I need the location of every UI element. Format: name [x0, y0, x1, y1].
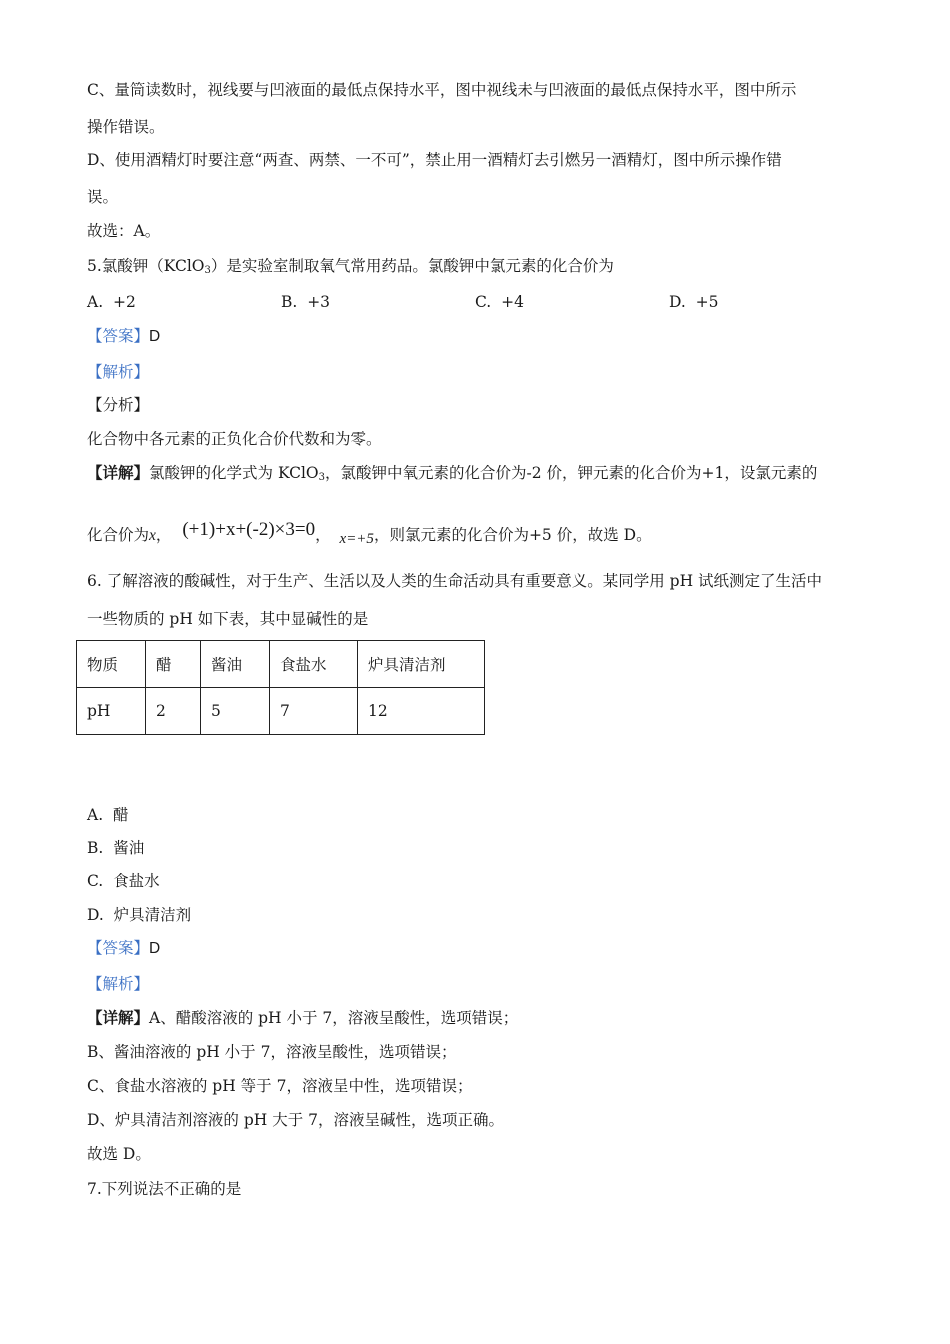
detail-tag: 【详解】: [87, 1008, 150, 1027]
q5-fenxi-text: 化合物中各元素的正负化合价代数和为零。: [87, 430, 382, 448]
q7-stem: 7.下列说法不正确的是: [87, 1180, 242, 1198]
answer-value: D: [149, 940, 161, 957]
table-cell: 醋: [146, 641, 201, 688]
q5-option-c: C. +4: [475, 293, 524, 311]
q6-stem-line2: 一些物质的 pH 如下表，其中显碱性的是: [87, 610, 369, 628]
q4-conclusion: 故选：A。: [87, 222, 161, 240]
variable-x: x: [149, 527, 156, 544]
q6-analysis-tag: 【解析】: [87, 975, 150, 993]
q6-answer: [87, 937, 160, 960]
q6-option-d: D. 炉具清洁剂: [87, 906, 192, 924]
table-row: [77, 688, 485, 735]
answer-value: D: [149, 328, 161, 345]
q7-number: 7.: [87, 1180, 102, 1198]
detail-tag: 【详解】: [87, 463, 150, 482]
q6-option-b: B. 酱油: [87, 839, 145, 857]
table-cell: 食盐水: [270, 641, 358, 688]
ph-table: [76, 640, 485, 735]
q5-answer: [87, 325, 160, 348]
q5-fenxi-tag: 【分析】: [87, 396, 150, 414]
q6-detail-c: C、食盐水溶液的 pH 等于 7，溶液呈中性，选项错误；: [87, 1077, 473, 1095]
table-cell: 5: [201, 688, 270, 735]
q5-option-a: A. +2: [87, 293, 136, 311]
q6-option-a: A. 醋: [87, 806, 129, 824]
answer-tag: 【答案】: [87, 327, 150, 345]
q4-option-d-explanation-line2: 误。: [87, 188, 119, 206]
q4-option-d-explanation-line1: D、使用酒精灯时要注意“两查、两禁、一不可”，禁止用一酒精灯去引燃另一酒精灯，图中所示操作错: [87, 151, 782, 169]
q4-option-c-explanation-line2: 操作错误。: [87, 118, 165, 136]
q6-detail-b: B、酱油溶液的 pH 小于 7，溶液呈酸性，选项错误；: [87, 1043, 457, 1061]
table-cell: 酱油: [201, 641, 270, 688]
table-cell: 12: [358, 688, 485, 735]
q5-number: 5.: [87, 257, 102, 275]
q6-stem-line1: 6. 了解溶液的酸碱性，对于生产、生活以及人类的生命活动具有重要意义。某同学用 pH 试纸测定了生活中: [87, 572, 823, 590]
q4-option-c-explanation-line1: C、量筒读数时，视线要与凹液面的最低点保持水平，图中视线未与凹液面的最低点保持水平，图中所示: [87, 81, 797, 99]
table-cell: pH: [77, 688, 146, 735]
q5-detail-line2: 化合价为x， (+1)+x+(-2)×3=0， x=+5，则氯元素的化合价为+5 价，故选 D。: [87, 519, 652, 547]
q6-conclusion: 故选 D。: [87, 1145, 151, 1163]
q5-analysis-tag: 【解析】: [87, 363, 150, 381]
table-cell: 2: [146, 688, 201, 735]
table-row: [77, 641, 485, 688]
q5-option-b: B. +3: [281, 293, 331, 311]
table-cell: 炉具清洁剂: [358, 641, 485, 688]
table-cell: 物质: [77, 641, 146, 688]
q5-detail-line1: 【详解】氯酸钾的化学式为 KClO$_3$，氯酸钾中氧元素的化合价为-2 价，钾元素的化合价为+1，设氯元素的: [87, 463, 818, 483]
table-cell: 7: [270, 688, 358, 735]
q6-detail-a: 【详解】A、醋酸溶液的 pH 小于 7，溶液呈酸性，选项错误；: [87, 1008, 519, 1027]
q5-option-d: D. +5: [669, 293, 719, 311]
q5-stem: 5.氯酸钾（KClO$_3$）是实验室制取氧气常用药品。氯酸钾中氯元素的化合价为: [87, 257, 614, 276]
q5-result: x=+5: [339, 531, 374, 547]
q5-equation: (+1)+x+(-2)×3=0: [182, 519, 316, 540]
q6-detail-d: D、炉具清洁剂溶液的 pH 大于 7，溶液呈碱性，选项正确。: [87, 1111, 505, 1129]
q6-option-c: C. 食盐水: [87, 872, 160, 890]
answer-tag: 【答案】: [87, 939, 150, 957]
